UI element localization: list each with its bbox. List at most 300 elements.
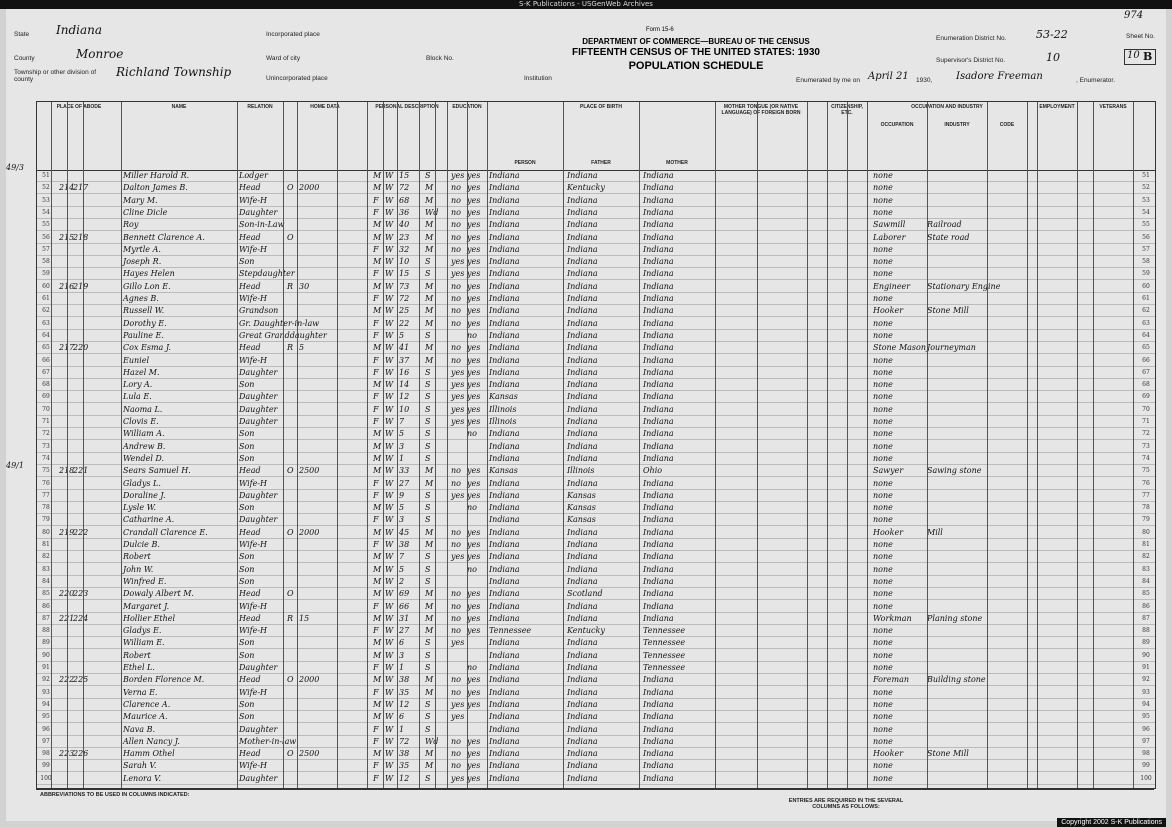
cell-mb: Indiana: [643, 171, 674, 180]
cell-fb: Illinois: [567, 466, 595, 476]
cell-mb: Indiana: [643, 601, 674, 611]
cell-occ: Workman: [873, 613, 912, 623]
col-citizenship: CITIZENSHIP, ETC.: [831, 104, 863, 116]
cell-val: 15: [299, 613, 310, 623]
cell-mar: M: [425, 294, 434, 303]
block-label: Block No.: [426, 55, 454, 62]
cell-fb: Indiana: [567, 675, 598, 685]
cell-dw: 220: [59, 589, 75, 599]
cell-sex: M: [373, 257, 382, 267]
col-relation: RELATION: [247, 104, 273, 110]
cell-mb: Tennessee: [643, 650, 686, 660]
cell-pb: Indiana: [489, 343, 520, 353]
cell-name: Lenora V.: [123, 773, 162, 783]
row-number-right: 55: [1142, 221, 1150, 229]
cell-race: W: [385, 515, 394, 525]
cell-own: O: [287, 675, 294, 685]
cell-school: no: [451, 244, 461, 254]
margin-note-2: 49/1: [6, 461, 24, 470]
cell-mb: Indiana: [643, 589, 674, 599]
cell-sex: F: [373, 515, 379, 525]
cell-mar: S: [425, 453, 431, 463]
enumerated-label: Enumerated by me on: [796, 77, 860, 84]
cell-read: yes: [467, 675, 481, 685]
cell-read: yes: [467, 773, 481, 783]
cell-rel: Son: [239, 503, 255, 513]
cell-race: W: [385, 589, 394, 599]
cell-fb: Kentucky: [567, 626, 605, 636]
cell-sex: M: [373, 380, 382, 390]
schedule-title: POPULATION SCHEDULE: [628, 60, 764, 72]
cell-mar: M: [425, 466, 434, 476]
cell-mar: S: [425, 441, 431, 451]
cell-mb: Indiana: [643, 404, 674, 414]
form-number: Form 15-6: [646, 27, 674, 33]
row-number-right: 53: [1142, 196, 1150, 204]
row-number: 75: [42, 467, 50, 475]
cell-school: yes: [451, 171, 465, 180]
stamp-number: 974: [1124, 10, 1144, 21]
cell-fb: Indiana: [567, 552, 598, 562]
row-number-right: 66: [1142, 356, 1150, 364]
row-number-right: 78: [1142, 504, 1150, 512]
cell-age: 33: [399, 466, 410, 476]
row-number: 82: [42, 553, 50, 561]
cell-pb: Indiana: [489, 576, 520, 586]
cell-race: W: [385, 613, 394, 623]
cell-rel: Son: [239, 380, 255, 390]
cell-name: Euniel: [123, 355, 149, 365]
row-number: 78: [42, 504, 50, 512]
cell-pb: Tennessee: [489, 626, 532, 636]
cell-read: yes: [467, 367, 481, 377]
cell-occ: none: [873, 687, 893, 697]
margin-note-1: 49/3: [6, 163, 24, 172]
cell-occ: none: [873, 207, 893, 217]
cell-occ: none: [873, 195, 893, 205]
abbrev-title: ABBREVIATIONS TO BE USED IN COLUMNS INDICATED:: [40, 792, 190, 798]
cell-name: Wendel D.: [123, 453, 165, 463]
cell-school: no: [451, 687, 461, 697]
cell-rel: Wife-H: [239, 626, 268, 636]
ed-value: 53-22: [1036, 28, 1068, 41]
row-number: 90: [42, 651, 50, 659]
cell-rel: Son-in-Law: [239, 220, 285, 230]
cell-read: yes: [467, 195, 481, 205]
cell-own: O: [287, 466, 294, 476]
cell-read: yes: [467, 527, 481, 537]
census-grid: [36, 101, 1156, 789]
cell-read: yes: [467, 687, 481, 697]
cell-sex: F: [373, 490, 379, 500]
row-number: 68: [42, 381, 50, 389]
cell-rel: Head: [239, 183, 261, 193]
enumerator-suffix: , Enumerator.: [1076, 77, 1116, 84]
cell-name: Sears Samuel H.: [123, 466, 191, 476]
cell-mb: Indiana: [643, 527, 674, 537]
cell-occ: none: [873, 663, 893, 672]
cell-mb: Indiana: [643, 540, 674, 549]
cell-school: yes: [451, 712, 465, 722]
row-number-right: 89: [1142, 639, 1150, 647]
row-number: 66: [42, 356, 50, 364]
cell-rel: Wife-H: [239, 601, 268, 611]
cell-fam: 225: [73, 675, 89, 685]
column-rule: [297, 102, 298, 788]
cell-name: Myrtle A.: [123, 244, 161, 254]
cell-dw: 221: [59, 613, 75, 623]
row-number: 67: [42, 368, 50, 376]
cell-mb: Indiana: [643, 712, 674, 722]
cell-occ: none: [873, 330, 893, 340]
row-number: 61: [42, 295, 50, 302]
row-number-right: 73: [1142, 442, 1150, 450]
cell-fb: Indiana: [567, 171, 598, 180]
cell-age: 38: [399, 540, 410, 549]
column-rule: [987, 102, 988, 788]
cell-occ: none: [873, 318, 893, 328]
cell-rel: Wife-H: [239, 540, 268, 549]
cell-sex: F: [373, 404, 379, 414]
cell-race: W: [385, 466, 394, 476]
cell-occ: none: [873, 515, 893, 525]
cell-school: no: [451, 736, 461, 746]
cell-read: yes: [467, 306, 481, 316]
cell-dw: 218: [59, 466, 75, 476]
col-person: PERSON: [514, 160, 536, 166]
cell-fam: 226: [73, 749, 89, 759]
cell-fb: Indiana: [567, 761, 598, 771]
cell-mar: S: [425, 490, 431, 500]
cell-rel: Great Granddaughter: [239, 330, 327, 340]
cell-read: yes: [467, 626, 481, 636]
row-number: 87: [42, 614, 50, 622]
row-number: 57: [42, 245, 50, 253]
column-rule: [367, 102, 368, 788]
cell-fb: Indiana: [567, 367, 598, 377]
cell-mar: M: [425, 626, 434, 636]
cell-age: 35: [399, 687, 410, 697]
census-sheet: [6, 9, 1166, 821]
column-rule: [51, 102, 52, 788]
row-number-right: 84: [1142, 577, 1150, 585]
cell-read: no: [467, 503, 477, 513]
cell-sex: M: [373, 589, 382, 599]
cell-read: yes: [467, 355, 481, 365]
cell-race: W: [385, 330, 394, 340]
cell-rel: Son: [239, 699, 255, 709]
cell-dw: 214: [59, 183, 75, 193]
cell-mar: S: [425, 773, 431, 783]
cell-mar: S: [425, 171, 431, 180]
cell-sex: M: [373, 576, 382, 586]
cell-pb: Indiana: [489, 552, 520, 562]
row-number-right: 86: [1142, 602, 1150, 610]
cell-fb: Indiana: [567, 613, 598, 623]
cell-mb: Indiana: [643, 724, 674, 734]
row-number: 92: [42, 676, 50, 684]
cell-rel: Head: [239, 232, 261, 242]
cell-pb: Illinois: [489, 417, 517, 426]
row-number-right: 68: [1142, 381, 1150, 389]
cell-rel: Son: [239, 552, 255, 562]
cell-rel: Daughter: [239, 515, 278, 525]
cell-sex: M: [373, 552, 382, 562]
cell-sex: F: [373, 367, 379, 377]
cell-dw: 217: [59, 343, 75, 353]
row-number: 97: [42, 737, 50, 745]
cell-own: O: [287, 232, 294, 242]
column-rule: [283, 102, 284, 788]
cell-name: Dalton James B.: [123, 183, 188, 193]
cell-fam: 223: [73, 589, 89, 599]
cell-age: 10: [399, 257, 410, 267]
cell-read: yes: [467, 380, 481, 390]
cell-mb: Indiana: [643, 761, 674, 771]
cell-occ: none: [873, 552, 893, 562]
cell-read: yes: [467, 478, 481, 488]
cell-school: no: [451, 306, 461, 316]
cell-race: W: [385, 687, 394, 697]
cell-sex: F: [373, 355, 379, 365]
column-rule: [467, 102, 468, 788]
cell-mb: Indiana: [643, 318, 674, 328]
cell-occ: Stone Mason: [873, 343, 926, 353]
col-employment: EMPLOYMENT: [1039, 104, 1075, 110]
row-number: 59: [42, 270, 50, 278]
cell-fb: Kansas: [567, 515, 596, 525]
county-label: County: [14, 55, 35, 62]
cell-occ: none: [873, 392, 893, 402]
cell-sex: M: [373, 281, 382, 291]
cell-pb: Illinois: [489, 404, 517, 414]
cell-race: W: [385, 564, 394, 574]
cell-mb: Indiana: [643, 392, 674, 402]
cell-sex: M: [373, 650, 382, 660]
cell-rel: Head: [239, 589, 261, 599]
cell-age: 40: [399, 220, 410, 230]
cell-mar: S: [425, 367, 431, 377]
institution-label: Institution: [524, 75, 552, 82]
cell-race: W: [385, 736, 394, 746]
cell-name: Crandall Clarence E.: [123, 527, 208, 537]
col-name: NAME: [171, 104, 187, 110]
cell-age: 2: [399, 576, 405, 586]
cell-read: yes: [467, 392, 481, 402]
cell-name: Naoma L.: [123, 404, 163, 414]
cell-pb: Indiana: [489, 281, 520, 291]
cell-age: 69: [399, 589, 410, 599]
cell-pb: Indiana: [489, 429, 520, 439]
cell-occ: none: [873, 429, 893, 439]
cell-rel: Son: [239, 576, 255, 586]
col-code: CODE: [999, 122, 1015, 128]
cell-name: Gladys E.: [123, 626, 162, 636]
cell-fb: Indiana: [567, 257, 598, 267]
row-number-right: 97: [1142, 737, 1150, 745]
cell-mb: Indiana: [643, 244, 674, 254]
cell-age: 45: [399, 527, 410, 537]
cell-pb: Indiana: [489, 515, 520, 525]
row-number-right: 83: [1142, 565, 1150, 573]
cell-name: Hazel M.: [123, 367, 160, 377]
cell-mar: S: [425, 503, 431, 513]
cell-age: 14: [399, 380, 410, 390]
row-number: 96: [42, 725, 50, 733]
cell-pb: Indiana: [489, 761, 520, 771]
column-rule: [1027, 102, 1028, 788]
cell-rel: Head: [239, 281, 261, 291]
cell-name: John W.: [123, 564, 154, 574]
sheet-box: [1124, 49, 1156, 65]
cell-occ: Sawmill: [873, 220, 906, 230]
cell-mar: S: [425, 515, 431, 525]
cell-read: yes: [467, 417, 481, 426]
cell-age: 36: [399, 207, 410, 217]
cell-fb: Indiana: [567, 306, 598, 316]
row-number-right: 87: [1142, 614, 1150, 622]
column-rule: [563, 102, 564, 788]
cell-fam: 221: [73, 466, 89, 476]
cell-school: no: [451, 207, 461, 217]
cell-occ: none: [873, 490, 893, 500]
cell-mb: Indiana: [643, 552, 674, 562]
cell-occ: none: [873, 638, 893, 648]
cell-fb: Indiana: [567, 724, 598, 734]
cell-mar: S: [425, 392, 431, 402]
row-number: 80: [42, 528, 50, 536]
cell-mar: M: [425, 478, 434, 488]
cell-name: Nava B.: [123, 724, 156, 734]
cell-name: Clovis E.: [123, 417, 159, 426]
row-number-right: 60: [1142, 282, 1150, 290]
row-number-right: 98: [1142, 750, 1150, 758]
cell-pb: Kansas: [489, 466, 518, 476]
cell-fb: Indiana: [567, 478, 598, 488]
cell-fb: Indiana: [567, 712, 598, 722]
cell-dw: 223: [59, 749, 75, 759]
cell-age: 3: [399, 650, 405, 660]
cell-age: 9: [399, 490, 405, 500]
cell-school: no: [451, 183, 461, 193]
cell-occ: none: [873, 244, 893, 254]
cell-read: yes: [467, 244, 481, 254]
cell-mar: S: [425, 576, 431, 586]
cell-occ: none: [873, 626, 893, 636]
cell-mb: Indiana: [643, 503, 674, 513]
cell-age: 35: [399, 761, 410, 771]
cell-occ: none: [873, 417, 893, 426]
cell-name: Gladys L.: [123, 478, 161, 488]
enumerated-date: April 21: [868, 71, 909, 82]
cell-val: 2000: [299, 183, 320, 193]
cell-mb: Indiana: [643, 490, 674, 500]
cell-rel: Daughter: [239, 417, 278, 426]
cell-occ: none: [873, 712, 893, 722]
row-number-right: 100: [1140, 774, 1152, 782]
row-number: 69: [42, 393, 50, 401]
row-number-right: 88: [1142, 627, 1150, 635]
row-number: 93: [42, 688, 50, 696]
cell-occ: Laborer: [873, 232, 906, 242]
cell-sex: M: [373, 183, 382, 193]
cell-name: Verna E.: [123, 687, 158, 697]
cell-read: yes: [467, 552, 481, 562]
cell-read: yes: [467, 589, 481, 599]
cell-school: no: [451, 195, 461, 205]
cell-occ: Hooker: [873, 306, 904, 316]
cell-age: 72: [399, 736, 410, 746]
cell-sex: M: [373, 453, 382, 463]
cell-school: no: [451, 232, 461, 242]
cell-mar: Wd: [425, 207, 439, 217]
cell-own: O: [287, 749, 294, 759]
cell-name: Roy: [123, 220, 139, 230]
cell-mb: Tennessee: [643, 663, 686, 672]
cell-race: W: [385, 478, 394, 488]
cell-val: 2000: [299, 527, 320, 537]
cell-mb: Indiana: [643, 220, 674, 230]
cell-race: W: [385, 429, 394, 439]
cell-fb: Indiana: [567, 392, 598, 402]
cell-sex: F: [373, 687, 379, 697]
cell-age: 6: [399, 638, 405, 648]
cell-fb: Indiana: [567, 281, 598, 291]
cell-race: W: [385, 576, 394, 586]
cell-sex: M: [373, 220, 382, 230]
ward-label: Ward of city: [266, 55, 301, 62]
row-number: 56: [42, 233, 50, 241]
cell-race: W: [385, 257, 394, 267]
cell-mb: Indiana: [643, 699, 674, 709]
cell-read: yes: [467, 171, 481, 180]
cell-pb: Indiana: [489, 207, 520, 217]
cell-read: yes: [467, 318, 481, 328]
cell-age: 5: [399, 503, 405, 513]
cell-school: no: [451, 540, 461, 549]
cell-race: W: [385, 503, 394, 513]
cell-sex: M: [373, 503, 382, 513]
cell-pb: Indiana: [489, 527, 520, 537]
cell-school: no: [451, 294, 461, 303]
cell-sex: F: [373, 330, 379, 340]
cell-school: yes: [451, 699, 465, 709]
cell-mb: Indiana: [643, 773, 674, 783]
cell-read: yes: [467, 207, 481, 217]
cell-rel: Wife-H: [239, 244, 268, 254]
cell-read: yes: [467, 490, 481, 500]
column-rule: [237, 102, 238, 788]
cell-race: W: [385, 773, 394, 783]
cell-occ: Sawyer: [873, 466, 904, 476]
row-number-right: 80: [1142, 528, 1150, 536]
cell-school: yes: [451, 638, 465, 648]
row-number-right: 71: [1142, 418, 1150, 425]
cell-sex: M: [373, 306, 382, 316]
row-number: 84: [42, 577, 50, 585]
cell-rel: Wife-H: [239, 355, 268, 365]
cell-rel: Daughter: [239, 490, 278, 500]
cell-race: W: [385, 244, 394, 254]
row-number-right: 75: [1142, 467, 1150, 475]
cell-age: 3: [399, 441, 405, 451]
cell-mar: S: [425, 429, 431, 439]
row-number: 52: [42, 184, 50, 192]
column-rule: [927, 102, 928, 788]
cell-race: W: [385, 601, 394, 611]
cell-sex: F: [373, 269, 379, 279]
row-number-right: 95: [1142, 713, 1150, 721]
